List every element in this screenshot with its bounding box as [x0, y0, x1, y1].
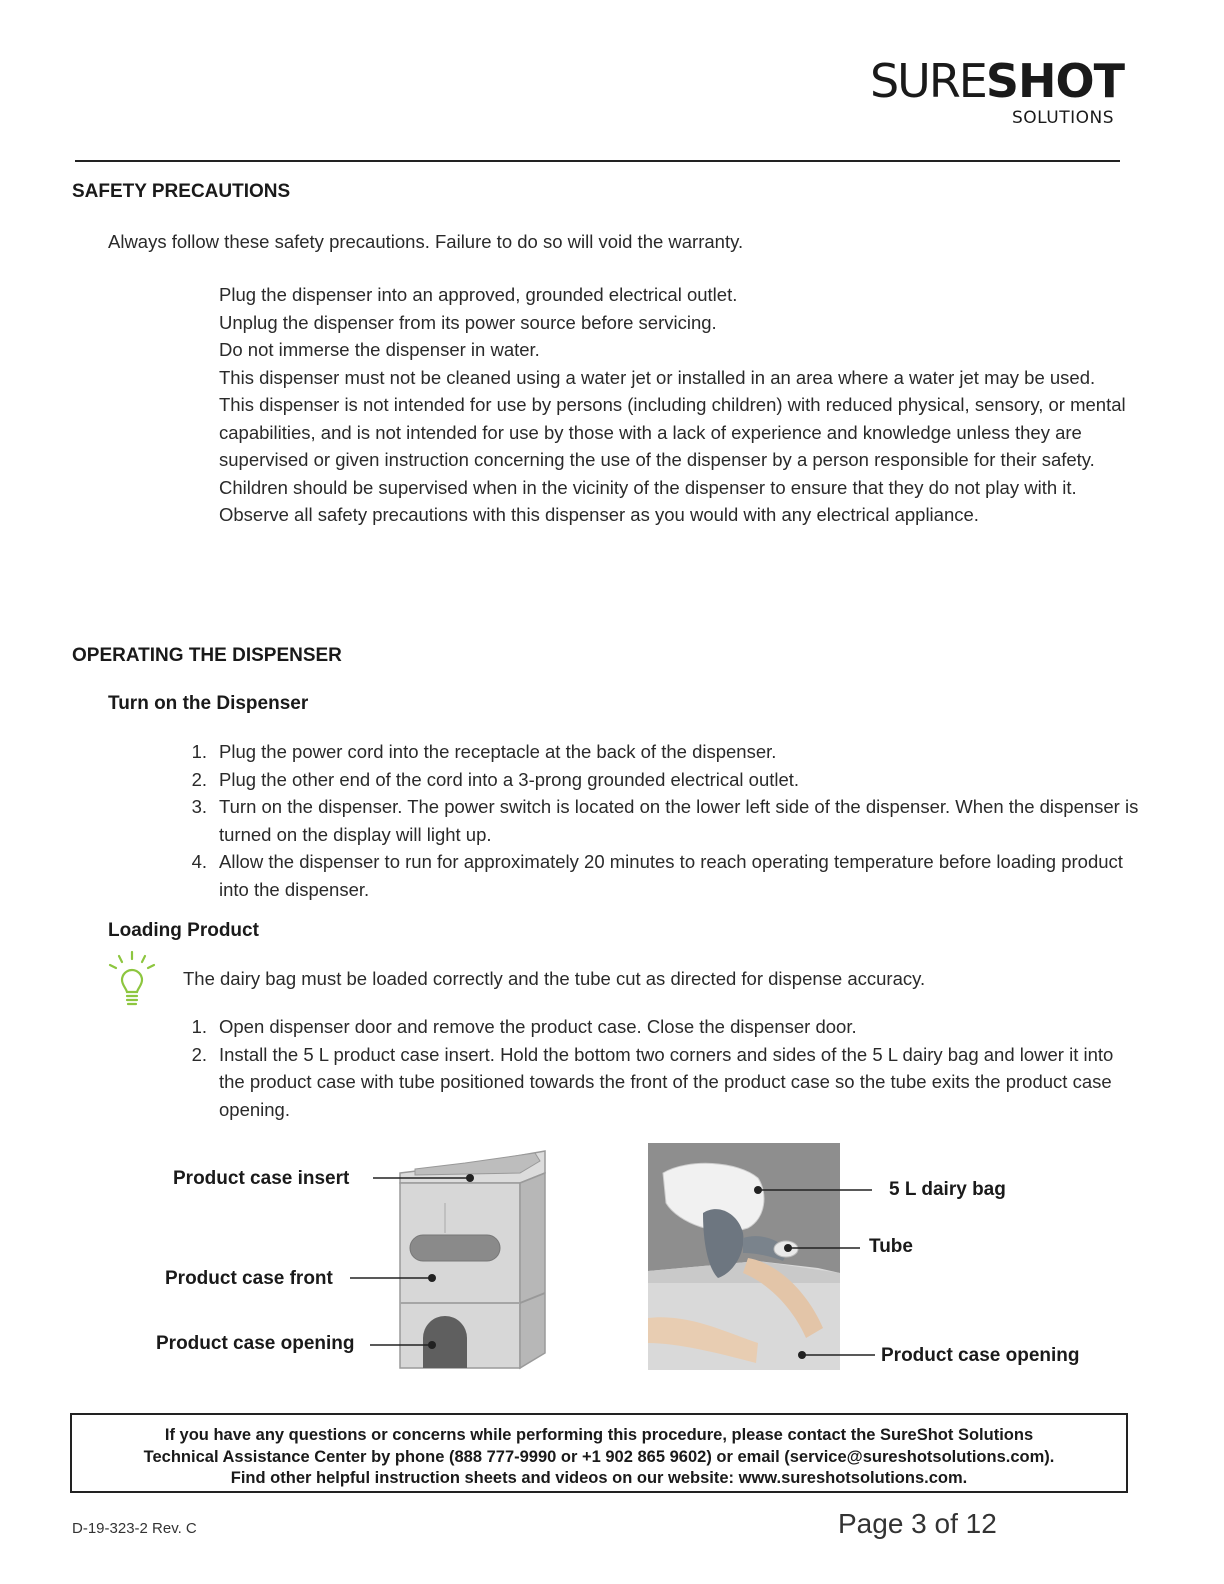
loading-steps: [183, 1013, 1143, 1123]
contact-box: [70, 1413, 1128, 1493]
page-number: Page 3 of 12: [838, 1508, 997, 1539]
logo-subtitle: SOLUTIONS: [1011, 108, 1114, 128]
left-figure-leaders: [340, 1170, 480, 1360]
step-item: 2. Install the 5 L product case insert. Hold the bottom two corners and sides of the 5 L dairy bag and lower it into the product case with tube positioned towards the front of the product case so the tube exits the product case opening.: [191, 1043, 1114, 1120]
safety-item: Unplug the dispenser from its power source before servicing.: [219, 311, 717, 333]
safety-item: Do not immerse the dispenser in water.: [219, 339, 540, 360]
turn-on-steps: [183, 738, 1143, 903]
safety-intro: Always follow these safety precautions. Failure to do so will void the warranty.: [108, 231, 744, 252]
label-product-case-opening-right: Product case opening: [881, 1345, 1080, 1366]
safety-item: This dispenser is not intended for use by persons (including children) with reduced physical, sensory, or mental capabilities, and is not intended for use by those with a lack of experience and knowledge unless they are supervised or given instruction concerning the use of the dispenser by a person responsible for their safety.: [219, 394, 1126, 470]
turn-on-heading: Turn on the Dispenser: [108, 693, 309, 714]
label-product-case-opening-left: Product case opening: [156, 1333, 355, 1354]
header-divider: [75, 160, 1120, 162]
label-product-case-insert: Product case insert: [173, 1168, 350, 1189]
label-product-case-front: Product case front: [165, 1268, 333, 1289]
loading-heading: Loading Product: [108, 920, 259, 941]
safety-heading: SAFETY PRECAUTIONS: [72, 181, 291, 202]
safety-list: [219, 281, 1139, 529]
contact-line-3: Find other helpful instruction sheets and videos on our website: www.sureshotsolutions.com.: [230, 1469, 968, 1487]
logo-text-light: SURE: [869, 54, 986, 108]
contact-line-2: Technical Assistance Center by phone (888 777-9990 or +1 902 865 9602) or email (service@sureshotsolutions.com).: [143, 1447, 1055, 1466]
step-item: 2. Plug the other end of the cord into a 3-prong grounded electrical outlet.: [191, 768, 800, 790]
lightbulb-icon: [106, 950, 158, 1008]
label-dairy-bag: 5 L dairy bag: [889, 1179, 1006, 1200]
safety-item: Children should be supervised when in the vicinity of the dispenser to ensure that they do not play with it.: [219, 476, 1077, 498]
step-item: 4. Allow the dispenser to run for approximately 20 minutes to reach operating temperature before loading product into the dispenser.: [191, 851, 1123, 900]
step-item: 1. Open dispenser door and remove the product case. Close the dispenser door.: [191, 1016, 857, 1037]
safety-item: Observe all safety precautions with this dispenser as you would with any electrical appliance.: [219, 504, 979, 525]
brand-logo: [869, 54, 1124, 128]
operating-heading: OPERATING THE DISPENSER: [72, 645, 342, 666]
safety-item: This dispenser must not be cleaned using a water jet or installed in an area where a water jet may be used.: [219, 366, 1096, 388]
logo-text-bold: SHOT: [985, 54, 1124, 108]
safety-item: Plug the dispenser into an approved, grounded electrical outlet.: [219, 284, 738, 305]
tip-text: The dairy bag must be loaded correctly and the tube cut as directed for dispense accuracy.: [183, 968, 926, 989]
step-item: 1. Plug the power cord into the receptacle at the back of the dispenser.: [191, 741, 777, 762]
contact-line-1: If you have any questions or concerns while performing this procedure, please contact the SureShot Solutions: [164, 1426, 1034, 1444]
document-id: D-19-323-2 Rev. C: [72, 1520, 197, 1537]
label-tube: Tube: [869, 1236, 913, 1257]
right-figure-leaders: [750, 1180, 880, 1370]
step-item: 3. Turn on the dispenser. The power switch is located on the lower left side of the dispenser. When the dispenser is turned on the display will light up.: [191, 796, 1139, 845]
